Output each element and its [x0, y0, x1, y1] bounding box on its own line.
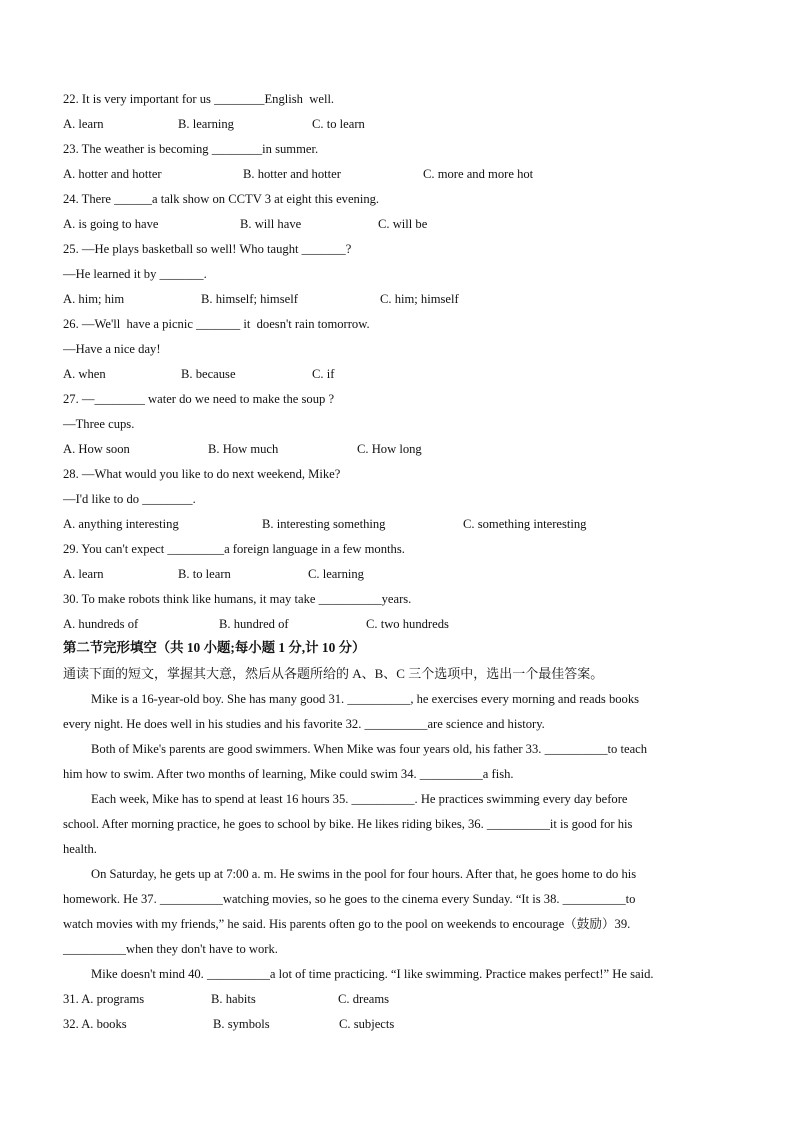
- passage-line: Both of Mike's parents are good swimmers. When Mike was four years old, his father 33. __________to teach: [91, 742, 648, 756]
- question-stem: 26. —We'll have a picnic _______ it doesn't rain tomorrow.: [63, 317, 370, 331]
- option-b: B. learning: [178, 117, 234, 131]
- option-c: C. more and more hot: [423, 167, 534, 181]
- cloze-option-c: C. dreams: [338, 992, 390, 1006]
- question-stem: 22. It is very important for us ________English well.: [63, 92, 335, 106]
- option-c: C. two hundreds: [366, 617, 449, 631]
- option-a: A. him; him: [63, 292, 125, 306]
- answer-line: —I'd like to do ________.: [63, 492, 196, 506]
- question-stem: 24. There ______a talk show on CCTV 3 at eight this evening.: [63, 192, 380, 206]
- option-a: A. is going to have: [63, 217, 159, 231]
- question-stem: 29. You can't expect _________a foreign language in a few months.: [63, 542, 405, 556]
- option-b: B. hundred of: [219, 617, 289, 631]
- passage-line: Mike doesn't mind 40. __________a lot of time practicing. “I like swimming. Practice makes perfect!” He said.: [91, 967, 654, 981]
- section-heading: 第二节完形填空（共 10 小题;每小题 1 分,计 10 分）: [63, 640, 366, 655]
- option-a: A. How soon: [63, 442, 130, 456]
- option-c: C. him; himself: [380, 292, 459, 306]
- question-stem: 27. —________ water do we need to make the soup ?: [63, 392, 335, 406]
- option-b: B. How much: [208, 442, 279, 456]
- option-b: B. because: [181, 367, 236, 381]
- option-a: A. when: [63, 367, 106, 381]
- passage-line: him how to swim. After two months of learning, Mike could swim 34. __________a fish.: [63, 767, 514, 781]
- passage-line: Each week, Mike has to spend at least 16 hours 35. __________. He practices swimming every day before: [91, 792, 628, 806]
- passage-line: homework. He 37. __________watching movies, so he goes to the cinema every Sunday. “It is 38. __________to: [63, 892, 636, 906]
- option-c: C. How long: [357, 442, 422, 456]
- cloze-option-a: 32. A. books: [63, 1017, 127, 1031]
- question-stem: 30. To make robots think like humans, it may take __________years.: [63, 592, 412, 606]
- option-b: B. will have: [240, 217, 302, 231]
- option-c: C. learning: [308, 567, 364, 581]
- section-instruction: 通读下面的短文，掌握其大意，然后从各题所给的 A、B、C 三个选项中，选出一个最佳答案。: [63, 666, 604, 681]
- answer-line: —Three cups.: [63, 417, 135, 431]
- option-c: C. will be: [378, 217, 428, 231]
- option-a: A. hotter and hotter: [63, 167, 162, 181]
- passage-line: Mike is a 16-year-old boy. She has many good 31. __________, he exercises every morning and reads books: [91, 692, 640, 706]
- option-c: C. something interesting: [463, 517, 587, 531]
- option-a: A. hundreds of: [63, 617, 139, 631]
- passage-line: school. After morning practice, he goes to school by bike. He likes riding bikes, 36. __________it is good for his: [63, 817, 633, 831]
- answer-line: —Have a nice day!: [63, 342, 161, 356]
- option-b: B. interesting something: [262, 517, 386, 531]
- option-c: C. to learn: [312, 117, 365, 131]
- option-a: A. anything interesting: [63, 517, 179, 531]
- question-stem: 23. The weather is becoming ________in summer.: [63, 142, 319, 156]
- cloze-option-a: 31. A. programs: [63, 992, 145, 1006]
- option-b: B. to learn: [178, 567, 231, 581]
- passage-line: every night. He does well in his studies and his favorite 32. __________are science and history.: [63, 717, 545, 731]
- cloze-option-c: C. subjects: [339, 1017, 395, 1031]
- passage-line: __________when they don't have to work.: [63, 942, 278, 956]
- option-c: C. if: [312, 367, 335, 381]
- question-stem: 28. —What would you like to do next weekend, Mike?: [63, 467, 341, 481]
- passage-line: watch movies with my friends,” he said. His parents often go to the pool on weekends to encourage（鼓励）39.: [63, 917, 631, 931]
- cloze-option-b: B. symbols: [213, 1017, 270, 1031]
- option-a: A. learn: [63, 117, 104, 131]
- cloze-option-b: B. habits: [211, 992, 256, 1006]
- answer-line: —He learned it by _______.: [63, 267, 207, 281]
- option-b: B. himself; himself: [201, 292, 298, 306]
- passage-line: On Saturday, he gets up at 7:00 a. m. He swims in the pool for four hours. After that, he goes home to do his: [91, 867, 637, 881]
- option-b: B. hotter and hotter: [243, 167, 341, 181]
- passage-line: health.: [63, 842, 97, 856]
- option-a: A. learn: [63, 567, 104, 581]
- question-stem: 25. —He plays basketball so well! Who taught _______?: [63, 242, 352, 256]
